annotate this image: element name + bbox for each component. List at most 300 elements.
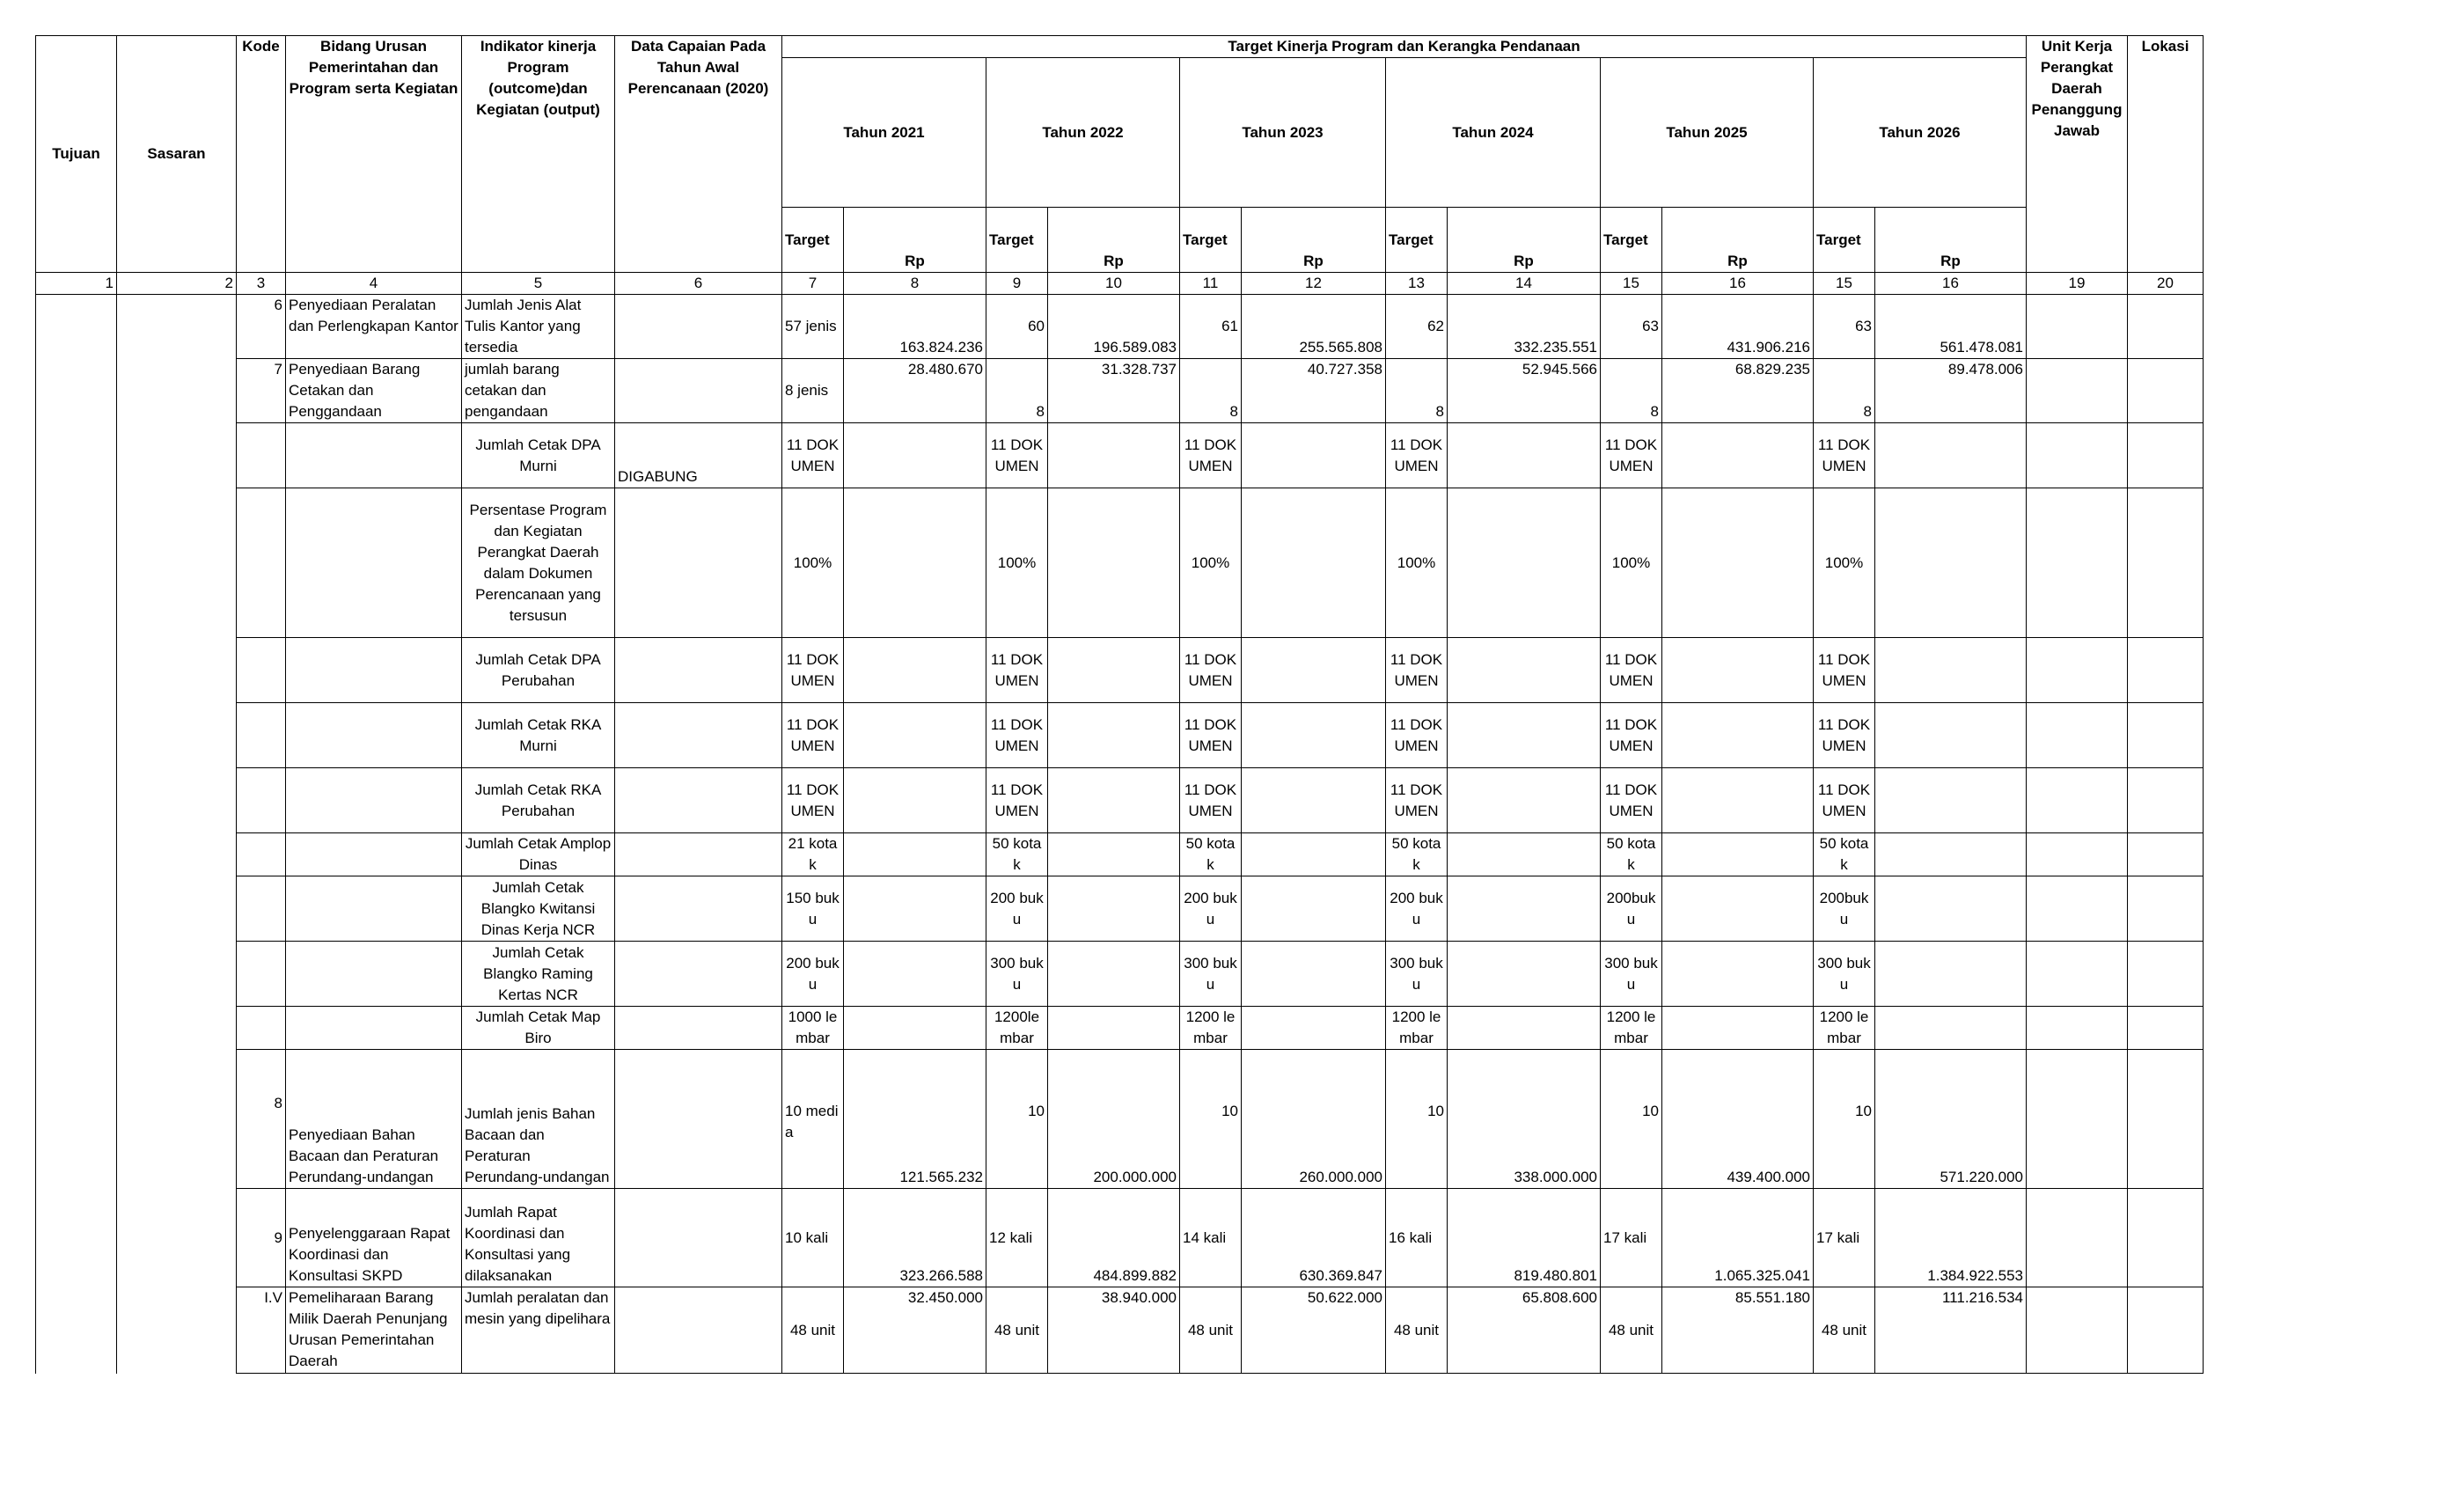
rp-cell [844, 703, 986, 768]
column-number: 15 [1601, 273, 1662, 295]
capaian-cell [615, 833, 782, 876]
table-row [36, 1050, 2204, 1189]
target-cell: 1200 lembar [1601, 1007, 1662, 1050]
bidang-cell: Penyediaan Bahan Bacaan dan Peraturan Perundang-undangan [286, 1050, 462, 1189]
lokasi-cell [2128, 1007, 2204, 1050]
header-target: Target [1386, 208, 1448, 273]
target-cell: 8 [1386, 359, 1448, 423]
target-cell: 200 buku [782, 942, 844, 1007]
capaian-cell [615, 1189, 782, 1287]
indikator-cell: Jumlah peralatan dan mesin yang dipelihara [462, 1287, 615, 1374]
column-number: 3 [237, 273, 286, 295]
target-cell: 11 DOKUMEN [986, 638, 1048, 703]
rp-cell [1448, 1007, 1601, 1050]
target-cell: 60 [986, 295, 1048, 359]
target-cell: 8 jenis [782, 359, 844, 423]
rp-cell [844, 1007, 986, 1050]
header-target: Target [986, 208, 1048, 273]
column-number: 15 [1814, 273, 1875, 295]
target-cell: 10 [986, 1050, 1048, 1189]
target-cell: 50 kotak [1601, 833, 1662, 876]
rp-cell [1875, 833, 2027, 876]
rp-cell [1448, 876, 1601, 942]
target-cell: 17 kali [1601, 1189, 1662, 1287]
header-rp: Rp [844, 208, 986, 273]
target-cell: 200 buku [986, 876, 1048, 942]
rp-cell: 431.906.216 [1662, 295, 1814, 359]
rp-cell: 1.384.922.553 [1875, 1189, 2027, 1287]
rp-cell [1875, 638, 2027, 703]
target-cell: 16 kali [1386, 1189, 1448, 1287]
rp-cell [1048, 833, 1180, 876]
target-cell: 48 unit [986, 1287, 1048, 1374]
target-cell: 100% [1386, 488, 1448, 638]
rp-cell [1242, 488, 1386, 638]
unit-kerja-cell [2027, 942, 2128, 1007]
target-cell: 11 DOKUMEN [986, 423, 1048, 488]
rp-cell [1448, 833, 1601, 876]
target-cell: 11 DOKUMEN [1386, 703, 1448, 768]
indikator-cell: Jumlah jenis Bahan Bacaan dan Peraturan Perundang-undangan [462, 1050, 615, 1189]
rp-cell [1662, 942, 1814, 1007]
rp-cell [1875, 423, 2027, 488]
target-cell: 11 DOKUMEN [1180, 638, 1242, 703]
rp-cell [844, 942, 986, 1007]
column-number: 19 [2027, 273, 2128, 295]
column-number: 20 [2128, 273, 2204, 295]
target-cell: 10 [1180, 1050, 1242, 1189]
capaian-cell: DIGABUNG [615, 423, 782, 488]
lokasi-cell [2128, 295, 2204, 359]
lokasi-cell [2128, 833, 2204, 876]
target-cell: 11 DOKUMEN [1601, 703, 1662, 768]
rp-cell [844, 768, 986, 833]
rp-cell [1662, 703, 1814, 768]
header-bidang: Bidang Urusan Pemerintahan dan Program serta Kegiatan [286, 36, 462, 273]
kode-cell [237, 638, 286, 703]
column-number: 8 [844, 273, 986, 295]
rp-cell: 65.808.600 [1448, 1287, 1601, 1374]
table-row [36, 942, 2204, 1007]
table-row [36, 876, 2204, 942]
lokasi-cell [2128, 876, 2204, 942]
unit-kerja-cell [2027, 703, 2128, 768]
target-cell: 11 DOKUMEN [1386, 768, 1448, 833]
target-cell: 11 DOKUMEN [1814, 423, 1875, 488]
target-cell: 11 DOKUMEN [1386, 638, 1448, 703]
rp-cell: 68.829.235 [1662, 359, 1814, 423]
rp-cell [1875, 488, 2027, 638]
rp-cell [844, 488, 986, 638]
header-rp: Rp [1242, 208, 1386, 273]
rp-cell: 439.400.000 [1662, 1050, 1814, 1189]
rp-cell [1662, 876, 1814, 942]
column-number: 16 [1662, 273, 1814, 295]
target-cell: 100% [1814, 488, 1875, 638]
rp-cell [1242, 876, 1386, 942]
target-cell: 50 kotak [1814, 833, 1875, 876]
rp-cell: 52.945.566 [1448, 359, 1601, 423]
rp-cell [1048, 942, 1180, 1007]
unit-kerja-cell [2027, 359, 2128, 423]
column-number: 4 [286, 273, 462, 295]
target-cell: 1200 lembar [1814, 1007, 1875, 1050]
target-cell: 11 DOKUMEN [1386, 423, 1448, 488]
rp-cell [1662, 488, 1814, 638]
unit-kerja-cell [2027, 876, 2128, 942]
target-cell: 10 [1814, 1050, 1875, 1189]
kode-cell [237, 423, 286, 488]
rp-cell [1048, 876, 1180, 942]
rp-cell: 819.480.801 [1448, 1189, 1601, 1287]
lokasi-cell [2128, 768, 2204, 833]
target-cell: 10 [1386, 1050, 1448, 1189]
target-cell: 100% [1601, 488, 1662, 638]
target-cell: 1200 lembar [1180, 1007, 1242, 1050]
rp-cell: 630.369.847 [1242, 1189, 1386, 1287]
indikator-cell: Jumlah Cetak Map Biro [462, 1007, 615, 1050]
target-cell: 63 [1601, 295, 1662, 359]
indikator-cell: Jumlah Cetak DPA Perubahan [462, 638, 615, 703]
rp-cell [1242, 1007, 1386, 1050]
sasaran-cell [117, 295, 237, 1374]
table-row [36, 488, 2204, 638]
target-cell: 200 buku [1386, 876, 1448, 942]
indikator-cell: Jumlah Jenis Alat Tulis Kantor yang tersedia [462, 295, 615, 359]
renstra-table [35, 35, 2204, 1374]
rp-cell: 89.478.006 [1875, 359, 2027, 423]
unit-kerja-cell [2027, 638, 2128, 703]
target-cell: 8 [1180, 359, 1242, 423]
kode-cell: 6 [237, 295, 286, 359]
target-cell: 1200lembar [986, 1007, 1048, 1050]
header-tujuan: Tujuan [36, 36, 117, 273]
rp-cell [1048, 423, 1180, 488]
column-number: 7 [782, 273, 844, 295]
indikator-cell: Jumlah Rapat Koordinasi dan Konsultasi yang dilaksanakan [462, 1189, 615, 1287]
lokasi-cell [2128, 1050, 2204, 1189]
rp-cell [1048, 638, 1180, 703]
kode-cell [237, 488, 286, 638]
capaian-cell [615, 768, 782, 833]
lokasi-cell [2128, 359, 2204, 423]
rp-cell [844, 876, 986, 942]
table-row [36, 1007, 2204, 1050]
target-cell: 48 unit [782, 1287, 844, 1374]
target-cell: 61 [1180, 295, 1242, 359]
kode-cell [237, 1007, 286, 1050]
rp-cell [1448, 942, 1601, 1007]
target-cell: 11 DOKUMEN [1601, 638, 1662, 703]
lokasi-cell [2128, 423, 2204, 488]
header-year: Tahun 2024 [1386, 58, 1601, 208]
capaian-cell [615, 703, 782, 768]
rp-cell: 260.000.000 [1242, 1050, 1386, 1189]
rp-cell: 121.565.232 [844, 1050, 986, 1189]
rp-cell [1875, 942, 2027, 1007]
indikator-cell: Persentase Program dan Kegiatan Perangkat Daerah dalam Dokumen Perencanaan yang tersusun [462, 488, 615, 638]
header-target: Target [1601, 208, 1662, 273]
column-number: 12 [1242, 273, 1386, 295]
indikator-cell: Jumlah Cetak Amplop Dinas [462, 833, 615, 876]
rp-cell [1662, 638, 1814, 703]
header-target: Target [782, 208, 844, 273]
bidang-cell: Penyelenggaraan Rapat Koordinasi dan Konsultasi SKPD [286, 1189, 462, 1287]
rp-cell: 484.899.882 [1048, 1189, 1180, 1287]
bidang-cell [286, 638, 462, 703]
target-cell: 100% [782, 488, 844, 638]
rp-cell [1048, 488, 1180, 638]
target-cell: 200buku [1601, 876, 1662, 942]
rp-cell: 31.328.737 [1048, 359, 1180, 423]
target-cell: 50 kotak [1386, 833, 1448, 876]
capaian-cell [615, 942, 782, 1007]
unit-kerja-cell [2027, 768, 2128, 833]
unit-kerja-cell [2027, 1050, 2128, 1189]
column-number: 14 [1448, 273, 1601, 295]
column-number: 5 [462, 273, 615, 295]
header-year: Tahun 2025 [1601, 58, 1814, 208]
indikator-cell: Jumlah Cetak RKA Perubahan [462, 768, 615, 833]
target-cell: 48 unit [1180, 1287, 1242, 1374]
unit-kerja-cell [2027, 833, 2128, 876]
target-cell: 200buku [1814, 876, 1875, 942]
rp-cell [1048, 1007, 1180, 1050]
lokasi-cell [2128, 942, 2204, 1007]
rp-cell [1448, 703, 1601, 768]
rp-cell [1662, 423, 1814, 488]
kode-cell [237, 942, 286, 1007]
table-row [36, 703, 2204, 768]
target-cell: 1200 lembar [1386, 1007, 1448, 1050]
rp-cell [1242, 423, 1386, 488]
header-target-group: Target Kinerja Program dan Kerangka Pendanaan [782, 36, 2027, 58]
rp-cell: 255.565.808 [1242, 295, 1386, 359]
rp-cell [1662, 1007, 1814, 1050]
kode-cell: 8 [237, 1050, 286, 1189]
lokasi-cell [2128, 1287, 2204, 1374]
header-rp: Rp [1662, 208, 1814, 273]
bidang-cell [286, 833, 462, 876]
header-sasaran: Sasaran [117, 36, 237, 273]
rp-cell: 163.824.236 [844, 295, 986, 359]
rp-cell: 1.065.325.041 [1662, 1189, 1814, 1287]
header-indikator: Indikator kinerja Program (outcome)dan Kegiatan (output) [462, 36, 615, 273]
rp-cell [1875, 768, 2027, 833]
target-cell: 11 DOKUMEN [986, 768, 1048, 833]
unit-kerja-cell [2027, 423, 2128, 488]
column-number: 2 [117, 273, 237, 295]
indikator-cell: Jumlah Cetak DPA Murni [462, 423, 615, 488]
lokasi-cell [2128, 703, 2204, 768]
header-year: Tahun 2021 [782, 58, 986, 208]
header-rp: Rp [1448, 208, 1601, 273]
capaian-cell [615, 295, 782, 359]
lokasi-cell [2128, 638, 2204, 703]
rp-cell: 338.000.000 [1448, 1050, 1601, 1189]
rp-cell [1875, 876, 2027, 942]
rp-cell [1875, 1007, 2027, 1050]
header-lokasi: Lokasi [2128, 36, 2204, 273]
unit-kerja-cell [2027, 1007, 2128, 1050]
indikator-cell: jumlah barang cetakan dan pengandaan [462, 359, 615, 423]
target-cell: 11 DOKUMEN [1180, 423, 1242, 488]
header-kode: Kode [237, 36, 286, 273]
unit-kerja-cell [2027, 488, 2128, 638]
target-cell: 11 DOKUMEN [782, 703, 844, 768]
target-cell: 11 DOKUMEN [782, 638, 844, 703]
target-cell: 300 buku [986, 942, 1048, 1007]
rp-cell: 40.727.358 [1242, 359, 1386, 423]
capaian-cell [615, 1050, 782, 1189]
unit-kerja-cell [2027, 1287, 2128, 1374]
column-number: 9 [986, 273, 1048, 295]
target-cell: 63 [1814, 295, 1875, 359]
target-cell: 11 DOKUMEN [1180, 703, 1242, 768]
target-cell: 100% [1180, 488, 1242, 638]
rp-cell: 561.478.081 [1875, 295, 2027, 359]
capaian-cell [615, 359, 782, 423]
header-target: Target [1180, 208, 1242, 273]
target-cell: 11 DOKUMEN [1814, 768, 1875, 833]
kode-cell: 9 [237, 1189, 286, 1287]
indikator-cell: Jumlah Cetak Blangko Raming Kertas NCR [462, 942, 615, 1007]
target-cell: 17 kali [1814, 1189, 1875, 1287]
tujuan-cell [36, 295, 117, 1374]
column-number: 13 [1386, 273, 1448, 295]
header-capaian: Data Capaian Pada Tahun Awal Perencanaan (2020) [615, 36, 782, 273]
header-target: Target [1814, 208, 1875, 273]
target-cell: 11 DOKUMEN [1601, 423, 1662, 488]
target-cell: 50 kotak [986, 833, 1048, 876]
target-cell: 300 buku [1180, 942, 1242, 1007]
rp-cell: 28.480.670 [844, 359, 986, 423]
kode-cell: I.V [237, 1287, 286, 1374]
rp-cell: 32.450.000 [844, 1287, 986, 1374]
rp-cell [1448, 488, 1601, 638]
column-number: 11 [1180, 273, 1242, 295]
rp-cell [844, 638, 986, 703]
rp-cell [1448, 638, 1601, 703]
table-row [36, 833, 2204, 876]
bidang-cell [286, 876, 462, 942]
bidang-cell: Penyediaan Barang Cetakan dan Penggandaan [286, 359, 462, 423]
rp-cell [1242, 638, 1386, 703]
kode-cell: 7 [237, 359, 286, 423]
bidang-cell [286, 1007, 462, 1050]
rp-cell: 323.266.588 [844, 1189, 986, 1287]
capaian-cell [615, 1007, 782, 1050]
rp-cell [1662, 768, 1814, 833]
rp-cell [1242, 768, 1386, 833]
target-cell: 12 kali [986, 1189, 1048, 1287]
target-cell: 11 DOKUMEN [1601, 768, 1662, 833]
target-cell: 11 DOKUMEN [1814, 638, 1875, 703]
kode-cell [237, 768, 286, 833]
lokasi-cell [2128, 1189, 2204, 1287]
target-cell: 10 kali [782, 1189, 844, 1287]
table-row [36, 295, 2204, 359]
table-row [36, 423, 2204, 488]
header-year: Tahun 2026 [1814, 58, 2027, 208]
target-cell: 10 [1601, 1050, 1662, 1189]
target-cell: 48 unit [1386, 1287, 1448, 1374]
rp-cell [1448, 768, 1601, 833]
bidang-cell [286, 423, 462, 488]
target-cell: 48 unit [1814, 1287, 1875, 1374]
kode-cell [237, 703, 286, 768]
target-cell: 11 DOKUMEN [782, 768, 844, 833]
kode-cell [237, 876, 286, 942]
header-year: Tahun 2022 [986, 58, 1180, 208]
table-row [36, 768, 2204, 833]
rp-cell: 38.940.000 [1048, 1287, 1180, 1374]
bidang-cell [286, 942, 462, 1007]
target-cell: 11 DOKUMEN [782, 423, 844, 488]
header-rp: Rp [1875, 208, 2027, 273]
rp-cell [1048, 768, 1180, 833]
rp-cell [844, 833, 986, 876]
column-number: 1 [36, 273, 117, 295]
rp-cell [1048, 703, 1180, 768]
bidang-cell [286, 768, 462, 833]
table-row [36, 1189, 2204, 1287]
target-cell: 1000 lembar [782, 1007, 844, 1050]
unit-kerja-cell [2027, 1189, 2128, 1287]
rp-cell: 111.216.534 [1875, 1287, 2027, 1374]
target-cell: 8 [986, 359, 1048, 423]
rp-cell: 332.235.551 [1448, 295, 1601, 359]
rp-cell: 571.220.000 [1875, 1050, 2027, 1189]
target-cell: 8 [1814, 359, 1875, 423]
indikator-cell: Jumlah Cetak Blangko Kwitansi Dinas Kerja NCR [462, 876, 615, 942]
column-number: 10 [1048, 273, 1180, 295]
rp-cell: 196.589.083 [1048, 295, 1180, 359]
target-cell: 11 DOKUMEN [1180, 768, 1242, 833]
bidang-cell: Penyediaan Peralatan dan Perlengkapan Kantor [286, 295, 462, 359]
column-number: 6 [615, 273, 782, 295]
target-cell: 300 buku [1814, 942, 1875, 1007]
indikator-cell: Jumlah Cetak RKA Murni [462, 703, 615, 768]
target-cell: 50 kotak [1180, 833, 1242, 876]
target-cell: 21 kotak [782, 833, 844, 876]
capaian-cell [615, 876, 782, 942]
rp-cell: 50.622.000 [1242, 1287, 1386, 1374]
table-row [36, 1287, 2204, 1374]
bidang-cell: Pemeliharaan Barang Milik Daerah Penunjang Urusan Pemerintahan Daerah [286, 1287, 462, 1374]
target-cell: 57 jenis [782, 295, 844, 359]
target-cell: 150 buku [782, 876, 844, 942]
table-row [36, 638, 2204, 703]
kode-cell [237, 833, 286, 876]
bidang-cell [286, 488, 462, 638]
unit-kerja-cell [2027, 295, 2128, 359]
target-cell: 300 buku [1601, 942, 1662, 1007]
header-unit-kerja: Unit Kerja Perangkat Daerah Penanggung Jawab [2027, 36, 2128, 273]
header-year: Tahun 2023 [1180, 58, 1386, 208]
rp-cell [1875, 703, 2027, 768]
rp-cell [1242, 942, 1386, 1007]
rp-cell [1242, 703, 1386, 768]
rp-cell [1448, 423, 1601, 488]
rp-cell [1242, 833, 1386, 876]
table-row [36, 359, 2204, 423]
target-cell: 10 media [782, 1050, 844, 1189]
capaian-cell [615, 1287, 782, 1374]
capaian-cell [615, 638, 782, 703]
target-cell: 48 unit [1601, 1287, 1662, 1374]
rp-cell [844, 423, 986, 488]
